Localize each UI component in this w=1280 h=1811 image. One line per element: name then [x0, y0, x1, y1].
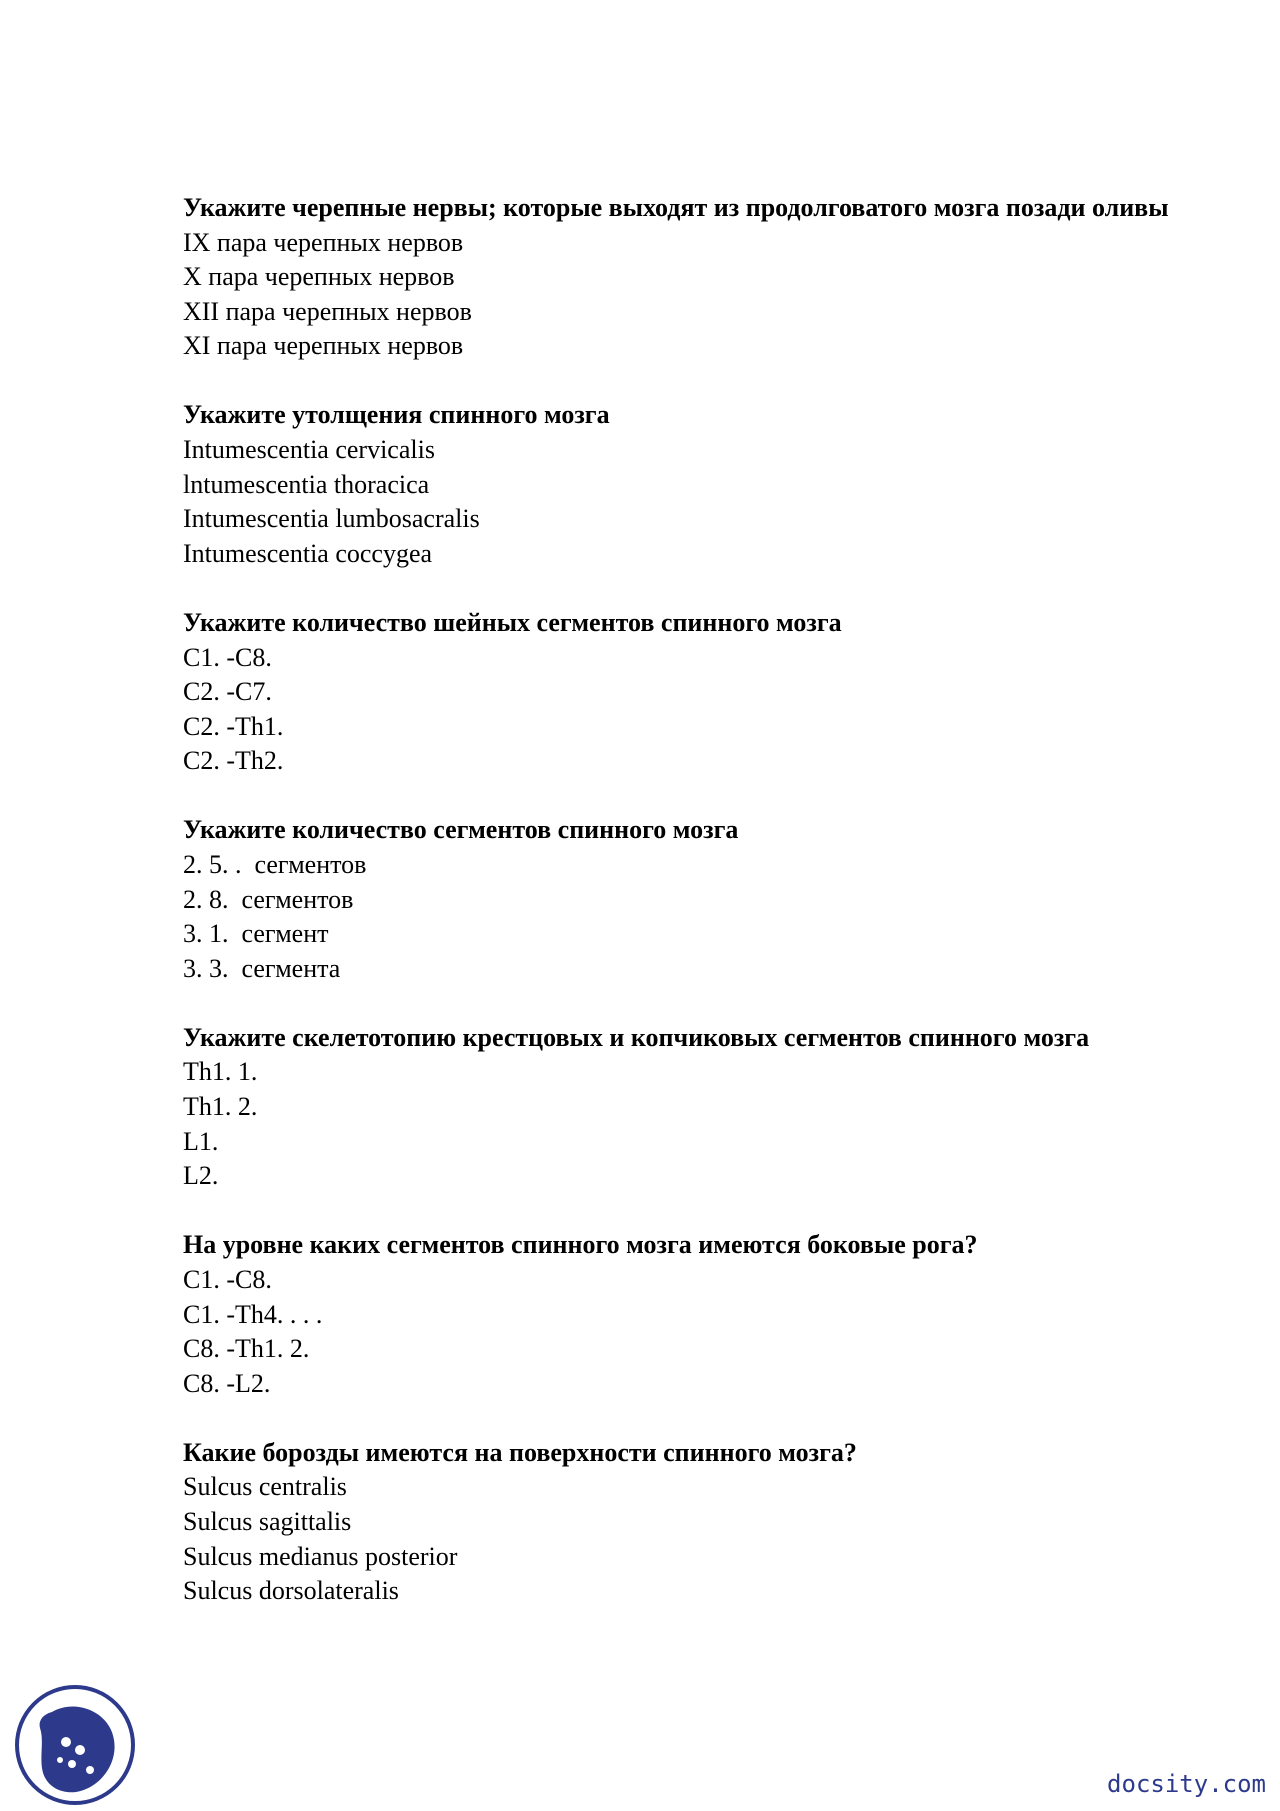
answer-option: C2. -C7.: [183, 677, 272, 707]
question-block: [183, 1228, 1183, 1401]
question-text: Какие борозды имеются на поверхности спинного мозга?: [183, 1437, 857, 1467]
answer-option: Th1. 1.: [183, 1057, 258, 1087]
answer-option: C2. -Th2.: [183, 746, 284, 776]
answer-option: C1. -C8.: [183, 1264, 272, 1294]
answer-option: Sulcus medianus posterior: [183, 1541, 458, 1571]
answer-option: XII пара черепных нервов: [183, 296, 472, 326]
question-text: Укажите количество сегментов спинного мозга: [183, 815, 739, 845]
question-text: Укажите количество шейных сегментов спинного мозга: [183, 607, 842, 637]
question-block: [183, 191, 1183, 364]
question-block: [183, 1436, 1183, 1609]
question-text: Укажите утолщения спинного мозга: [183, 400, 610, 430]
docsity-watermark[interactable]: docsity.com: [1107, 1770, 1266, 1798]
answer-option: C8. -Th1. 2.: [183, 1334, 310, 1364]
question-text: На уровне каких сегментов спинного мозга имеются боковые рога?: [183, 1230, 978, 1260]
docsity-logo-icon[interactable]: [14, 1684, 136, 1806]
answer-option: Sulcus centralis: [183, 1472, 347, 1502]
answer-option: Intumescentia lumbosacralis: [183, 504, 480, 534]
answer-option: C8. -L2.: [183, 1368, 271, 1398]
question-block: [183, 606, 1183, 779]
question-block: [183, 398, 1183, 571]
answer-option: 3. 3. сегмента: [183, 953, 341, 983]
answer-option: Sulcus sagittalis: [183, 1507, 352, 1536]
answer-option: Sulcus dorsolateralis: [183, 1576, 399, 1606]
question-block: [183, 813, 1183, 986]
answer-option: Intumescentia coccygea: [183, 538, 433, 568]
answer-option: Intumescentia cervicalis: [183, 435, 435, 465]
answer-option: L1.: [183, 1126, 219, 1156]
answer-option: L2.: [183, 1161, 219, 1191]
answer-option: C2. -Th1.: [183, 711, 284, 741]
question-text: Укажите черепные нервы; которые выходят из продолговатого мозга позади оливы: [183, 193, 1169, 222]
answer-option: XI пара черепных нервов: [183, 331, 464, 361]
answer-option: lntumescentia thoracica: [183, 469, 430, 499]
answer-option: X пара черепных нервов: [183, 262, 455, 292]
answer-option: C1. -C8.: [183, 642, 272, 672]
document-body: [183, 191, 1183, 1643]
question-block: [183, 1021, 1183, 1194]
answer-option: C1. -Th4. . . .: [183, 1299, 323, 1329]
answer-option: IX пара черепных нервов: [183, 227, 464, 257]
answer-option: 2. 8. сегментов: [183, 884, 354, 914]
answer-option: 3. 1. сегмент: [183, 919, 329, 949]
answer-option: Th1. 2.: [183, 1092, 258, 1122]
answer-option: 2. 5. . сегментов: [183, 850, 367, 879]
question-text: Укажите скелетотопию крестцовых и копчиковых сегментов спинного мозга: [183, 1022, 1090, 1052]
